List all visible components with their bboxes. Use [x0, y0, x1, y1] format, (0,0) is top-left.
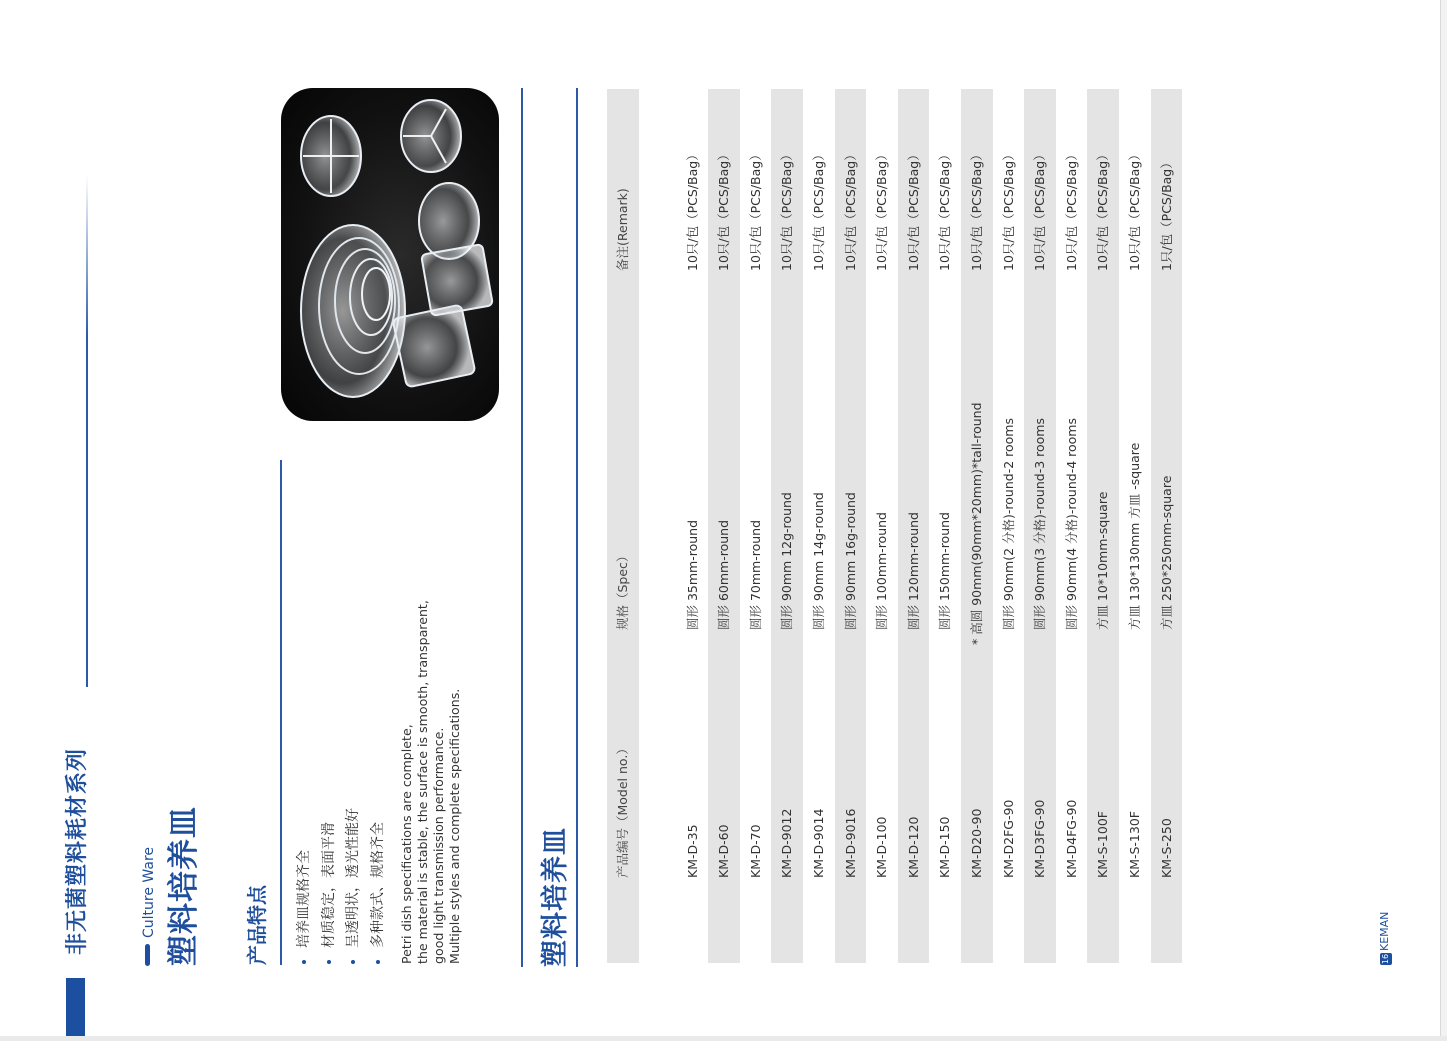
brand-name: KEMAN	[1378, 911, 1391, 951]
features-english-text	[399, 444, 463, 964]
table-row: KM-S-130F 方皿 130*130mm 方皿 -square 10只/包（PCS/Bag）	[1126, 148, 1142, 878]
features-english-line: Petri dish specifications are complete,	[399, 724, 414, 964]
table-row: KM-D2FG-90 圆形 90mm(2 分格)-round-2 rooms 10只/包（PCS/Bag）	[1000, 148, 1016, 878]
table-row: KM-D-9012 圆形 90mm 12g-round 10只/包（PCS/Bag）	[771, 89, 803, 963]
table-row: KM-D20-90 * 高圆 90mm(90mm*20mm)*tall-round 10只/包（PCS/Bag）	[961, 89, 993, 963]
table-row: KM-D-70 圆形 70mm-round 10只/包（PCS/Bag）	[747, 148, 763, 878]
table-row: KM-D4FG-90 圆形 90mm(4 分格)-round-4 rooms 10只/包（PCS/Bag）	[1063, 148, 1079, 878]
feature-bullet: 材质稳定，表面平滑	[317, 808, 342, 964]
product-table	[607, 89, 1182, 963]
bullet-dot-icon	[351, 960, 355, 964]
category-english: Culture Ware	[141, 847, 157, 938]
table-row: KM-D-120 圆形 120mm-round 10只/包（PCS/Bag）	[898, 89, 930, 963]
table-row: KM-D-60 圆形 60mm-round 10只/包（PCS/Bag）	[708, 89, 740, 963]
feature-bullet: 培养皿规格齐全	[292, 808, 317, 964]
table-row: KM-D-9014 圆形 90mm 14g-round 10只/包（PCS/Bag）	[810, 148, 826, 878]
series-title-rule-fade	[86, 175, 88, 337]
table-row: KM-D-35 圆形 35mm-round 10只/包（PCS/Bag）	[684, 148, 700, 878]
features-title: 产品特点	[245, 885, 269, 965]
table-top-rule	[521, 88, 523, 967]
table-row: KM-D-100 圆形 100mm-round 10只/包（PCS/Bag）	[874, 148, 890, 878]
header-remark: 备注(Remark)	[615, 188, 630, 271]
features-english-line: good light transmission performance.	[431, 727, 446, 964]
table-row: KM-S-100F 方皿 10*10mm-square 10只/包（PCS/Bag）	[1087, 89, 1119, 963]
table-row: KM-D-9016 圆形 90mm 16g-round 10只/包（PCS/Bag）	[835, 89, 867, 963]
table-title-rule	[576, 88, 578, 967]
page-footer	[1378, 912, 1392, 965]
header-spec: 规格（Spec）	[615, 549, 630, 630]
table-spacer	[639, 89, 677, 963]
corner-accent-block	[66, 978, 85, 1036]
bullet-dot-icon	[376, 960, 380, 964]
features-english-line: Multiple styles and complete specifications.	[447, 688, 462, 964]
header-model: 产品编号（Model no.）	[615, 742, 630, 878]
features-english-line: the material is stable, the surface is smooth, transparent,	[415, 600, 430, 964]
table-title: 塑料培养皿	[540, 827, 571, 967]
category-chinese: 塑料培养皿	[166, 806, 202, 966]
table-row: KM-S-250 方皿 250*250mm-square 1只/包（PCS/Bag）	[1151, 89, 1183, 963]
petri-dishes-image	[281, 88, 499, 421]
bullet-dot-icon	[302, 960, 306, 964]
bullet-dot-icon	[327, 960, 331, 964]
petri-dish-product-photo	[281, 88, 499, 421]
feature-bullet: 多种款式、规格齐全	[366, 808, 391, 964]
table-row: KM-D-150 圆形 150mm-round 10只/包（PCS/Bag）	[937, 148, 953, 878]
table-row: KM-D3FG-90 圆形 90mm(3 分格)-round-3 rooms 10只/包（PCS/Bag）	[1024, 89, 1056, 963]
category-accent-bar	[145, 944, 150, 966]
feature-bullet: 呈透明状，透光性能好	[341, 808, 366, 964]
page-number: 16	[1381, 953, 1390, 965]
series-title: 非无菌塑料耗材系列	[65, 747, 90, 955]
table-header-row	[607, 89, 639, 963]
features-rule	[280, 460, 282, 965]
features-bullet-list	[292, 808, 390, 964]
